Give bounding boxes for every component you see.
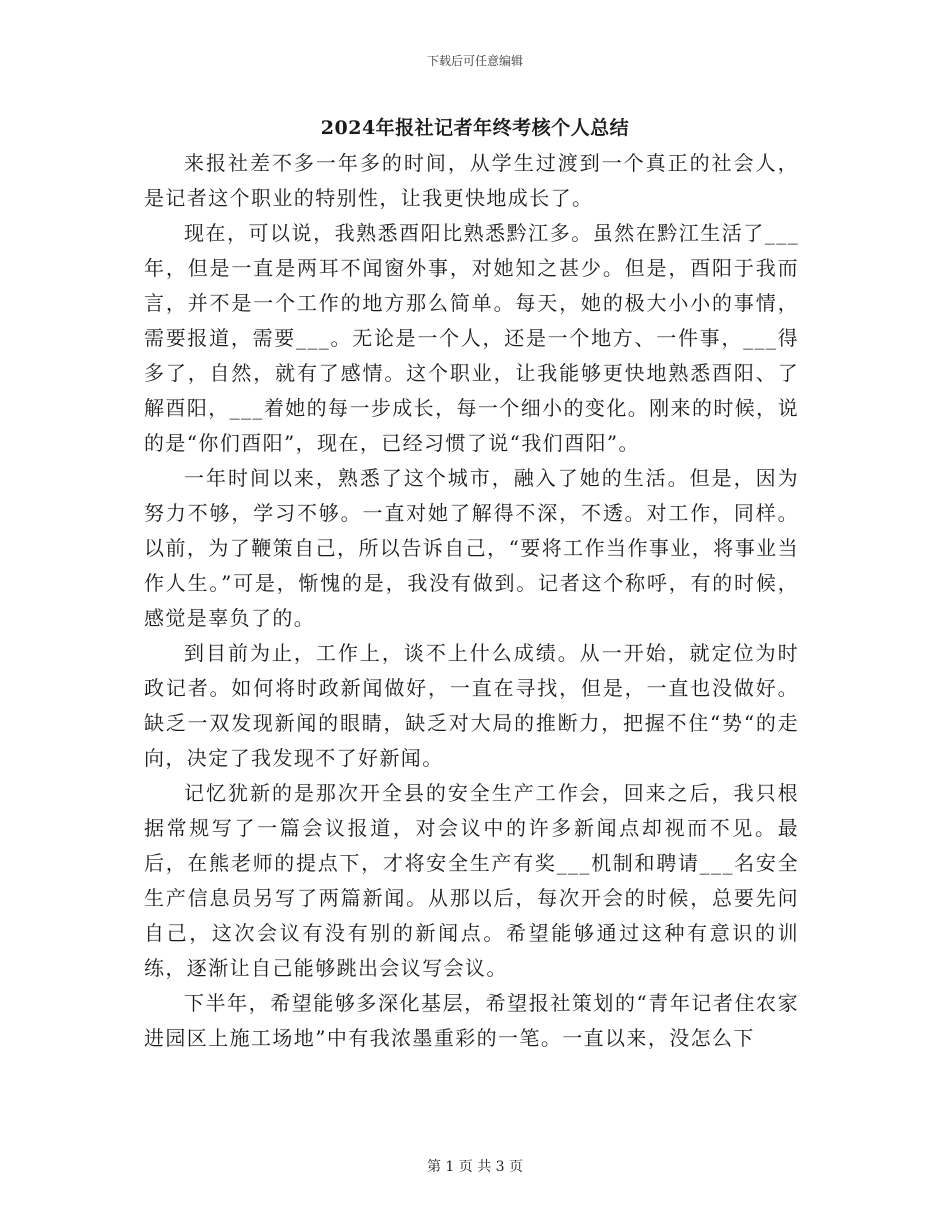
header-note: 下载后可任意编辑 — [426, 54, 523, 68]
paragraph: 下半年，希望能够多深化基层，希望报社策划的“青年记者住农家进园区上施工场地”中有我浓墨重彩的一笔。一直以来，没怎么下 — [144, 991, 799, 1050]
paragraph: 现在，可以说，我熟悉酉阳比熟悉黔江多。虽然在黔江生活了___年，但是一直是两耳不闻窗外事，对她知之甚少。但是，酉阳于我而言，并不是一个工作的地方那么简单。每天，她的极大小小的事情，需要报道，需要___。无论是一个人，还是一个地方、一件事，___得多了，自然，就有了感情。这个职业，让我能够更快地熟悉酉阳、了解酉阳，___着她的每一步成长，每一个细小的变化。刚来的时候，说的是“你们酉阳”，现在，已经习惯了说“我们酉阳”。 — [144, 221, 799, 455]
paragraph: 记忆犹新的是那次开全县的安全生产工作会，回来之后，我只根据常规写了一篇会议报道，对会议中的许多新闻点却视而不见。最后，在熊老师的提点下，才将安全生产有奖___机制和聘请___名安全生产信息员另写了两篇新闻。从那以后，每次开会的时候，总要先问自己，这次会议有没有别的新闻点。希望能够通过这种有意识的训练，逐渐让自己能够跳出会议写会议。 — [144, 781, 799, 980]
document-title: 2024年报社记者年终考核个人总结 — [320, 117, 630, 139]
paragraph: 来报社差不多一年多的时间，从学生过渡到一个真正的社会人，是记者这个职业的特别性，让我更快地成长了。 — [144, 151, 799, 210]
document-body — [144, 146, 799, 1056]
paragraph: 到目前为止，工作上，谈不上什么成绩。从一开始，就定位为时政记者。如何将时政新闻做好，一直在寻找，但是，一直也没做好。缺乏一双发现新闻的眼睛，缺乏对大局的推断力，把握不住“势“的走向，决定了我发现不了好新闻。 — [144, 641, 799, 770]
paragraph: 一年时间以来，熟悉了这个城市，融入了她的生活。但是，因为努力不够，学习不够。一直对她了解得不深，不透。对工作，同样。以前，为了鞭策自己，所以告诉自己，“要将工作当作事业，将事业当作人生。”可是，惭愧的是，我没有做到。记者这个称呼，有的时候，感觉是辜负了的。 — [144, 466, 799, 630]
page-number-footer: 第 1 页 共 3 页 — [426, 1159, 524, 1175]
